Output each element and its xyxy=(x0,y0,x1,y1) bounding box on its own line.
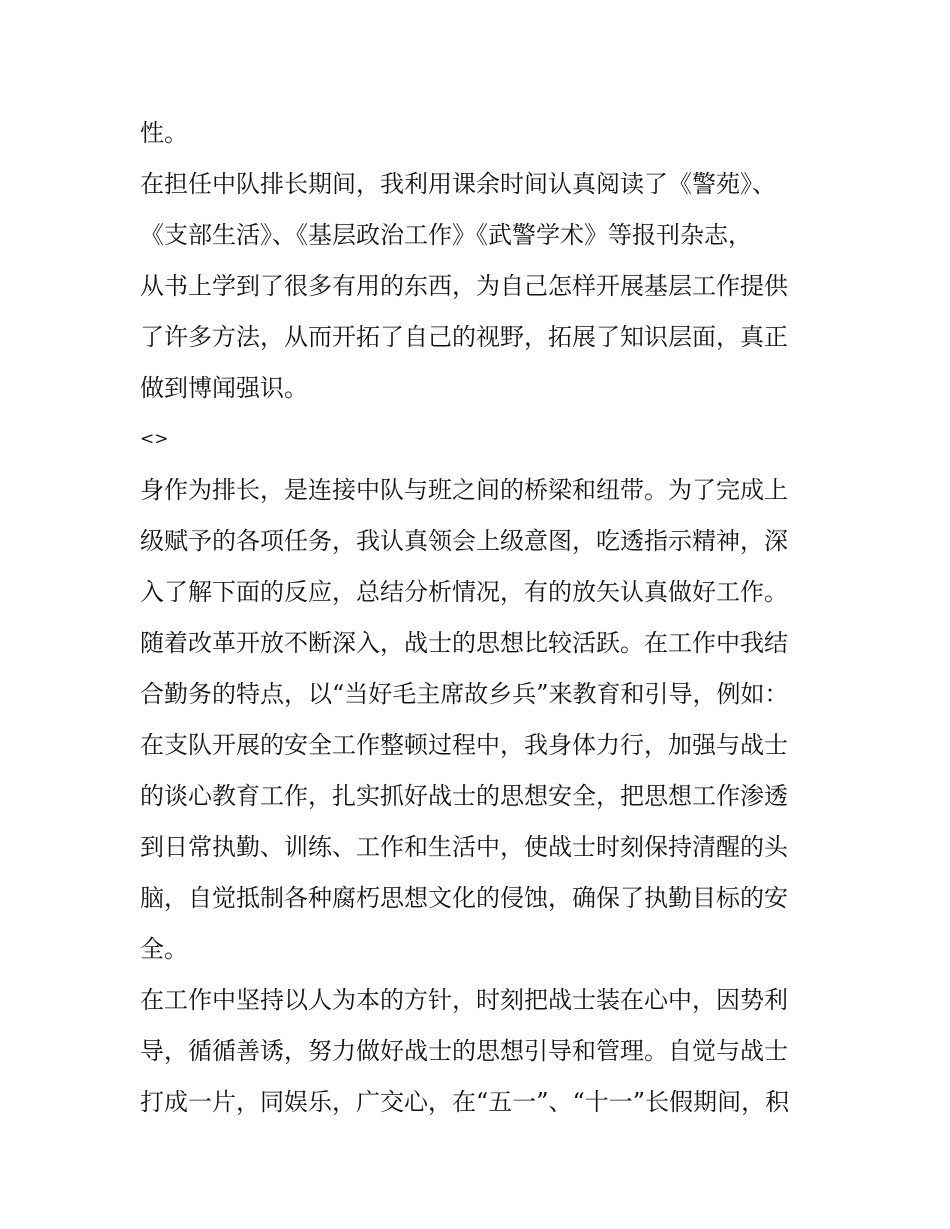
text-line: 脑，自觉抵制各种腐朽思想文化的侵蚀，确保了执勤目标的安 xyxy=(140,884,788,912)
text-line: 合勤务的特点，以“当好毛主席故乡兵”来教育和引导，例如： xyxy=(140,680,789,708)
text-line: 级赋予的各项任务，我认真领会上级意图，吃透指示精神，深 xyxy=(140,527,788,555)
text-line: 身作为排长，是连接中队与班之间的桥梁和纽带。为了完成上 xyxy=(140,476,788,504)
text-line: 随着改革开放不断深入，战士的思想比较活跃。在工作中我结 xyxy=(140,629,788,657)
text-line-symbol: <> xyxy=(140,429,169,449)
text-line: 的谈心教育工作，扎实抓好战士的思想安全，把思想工作渗透 xyxy=(140,782,788,810)
text-line: 在支队开展的安全工作整顿过程中，我身体力行，加强与战士 xyxy=(140,731,788,759)
text-line: 了许多方法，从而开拓了自己的视野，拓展了知识层面，真正 xyxy=(140,323,788,351)
text-line: 到日常执勤、训练、工作和生活中，使战士时刻保持清醒的头 xyxy=(140,833,788,861)
text-line: 从书上学到了很多有用的东西，为自己怎样开展基层工作提供 xyxy=(140,272,788,300)
text-line: 入了解下面的反应，总结分析情况，有的放矢认真做好工作。 xyxy=(140,578,788,606)
text-line: 导，循循善诱，努力做好战士的思想引导和管理。自觉与战士 xyxy=(140,1037,788,1065)
text-line: 在担任中队排长期间，我利用课余时间认真阅读了《警苑》、 xyxy=(140,170,776,198)
document-body xyxy=(140,108,812,1128)
text-line: 全。 xyxy=(140,935,188,963)
text-line: 《支部生活》、《基层政治工作》《武警学术》等报刊杂志， xyxy=(140,221,752,249)
text-line: 做到博闻强识。 xyxy=(140,374,308,402)
text-line: 在工作中坚持以人为本的方针，时刻把战士装在心中，因势利 xyxy=(140,986,788,1014)
text-line: 打成一片，同娱乐，广交心，在“五一”、“十一”长假期间，积 xyxy=(140,1088,790,1116)
text-line: 性。 xyxy=(140,119,188,147)
